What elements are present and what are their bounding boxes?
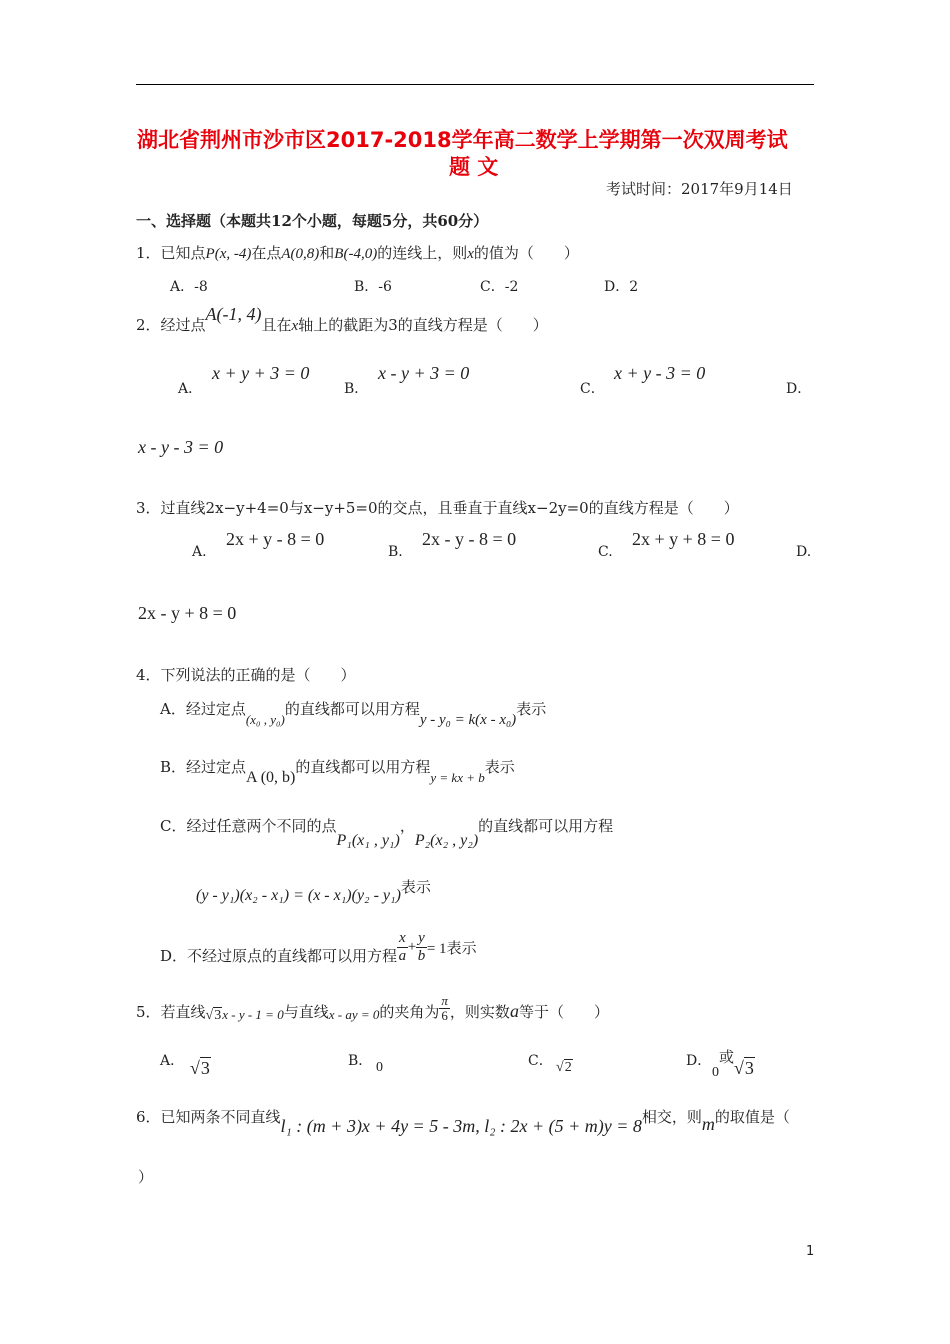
q3-equation-d: 2x - y + 8 = 0 xyxy=(138,603,237,623)
q5-line-1: x - y - 1 = 0 xyxy=(222,1006,284,1022)
q2-label-a: A． xyxy=(178,381,203,397)
q4b-text-1: B．经过定点 xyxy=(160,758,247,776)
q4-option-c xyxy=(160,815,614,849)
q5-option-b: 0 xyxy=(376,1060,383,1075)
q3-label-b: B. xyxy=(388,544,403,560)
q5-option-a: √3 xyxy=(190,1058,210,1078)
q2-equation-a: x + y + 3 = 0 xyxy=(212,363,310,383)
q4d-text-2: 表示 xyxy=(446,939,477,957)
section-heading: 一、选择题（本题共12个小题，每题5分，共60分） xyxy=(136,212,489,230)
q4-option-d xyxy=(160,930,477,964)
q1-option-c: C．-2 xyxy=(480,279,519,295)
q2-equation-b: x - y + 3 = 0 xyxy=(378,363,470,383)
q6-text-close: ） xyxy=(138,1168,154,1186)
q4d-fraction-x-a xyxy=(397,930,408,964)
page-title-line2: 题 文 xyxy=(449,155,499,179)
q6-text-2: 相交，则 xyxy=(641,1108,702,1126)
q1-text-3: 和 xyxy=(319,244,335,262)
q1-text-4: 的连线上，则 xyxy=(377,244,468,262)
q1-point-b: B(-4,0) xyxy=(334,246,378,262)
q5-option-a-value: 3 xyxy=(200,1058,210,1078)
q4-option-c-equation-line xyxy=(196,876,431,904)
question-3: 3．过直线2x−y+4=0与x−y+5=0的交点，且垂直于直线x−2y=0的直线方程是（ ） xyxy=(136,499,739,517)
q1-text-2: 在点 xyxy=(251,244,282,262)
q2-label-c: C． xyxy=(580,381,605,397)
q5-fraction-pi-6 xyxy=(439,994,450,1024)
q5-label-c: C． xyxy=(528,1053,553,1069)
q4c-text-4: 表示 xyxy=(400,878,431,896)
q4d-frac2-den: b xyxy=(417,947,426,964)
q5-option-d-or: 或 xyxy=(719,1048,735,1066)
q5-label-d: D． xyxy=(686,1053,712,1069)
q5-text-4: ，则实数 xyxy=(449,1002,510,1021)
q5-sqrt-3: √3 xyxy=(205,1007,222,1023)
q5-option-d-sqrt: √3 xyxy=(734,1058,754,1078)
q5-option-d xyxy=(712,1046,755,1080)
q2-label-b: B． xyxy=(344,381,369,397)
q6-line-equations: l₁ : (m + 3)x + 4y = 5 - 3m, l₂ : 2x + (5 + m)y = 8 xyxy=(280,1116,642,1136)
q1-point-a: A(0,8) xyxy=(281,246,320,262)
q4d-frac2-num: y xyxy=(418,930,425,946)
q3-equation-a: 2x + y - 8 = 0 xyxy=(226,529,325,549)
q4-option-b xyxy=(160,756,515,786)
q5-var-a: a xyxy=(509,1000,519,1021)
q5-line-2: x - ay = 0 xyxy=(328,1006,380,1022)
q5-option-c: √2 xyxy=(556,1060,572,1075)
q5-text-1: 5．若直线 xyxy=(136,1002,206,1021)
q1-text-5: 的值为（ ） xyxy=(473,244,579,262)
q4a-equation: y - y₀ = k(x - x₀) xyxy=(419,712,517,728)
q5-option-d-value: 3 xyxy=(744,1058,754,1078)
header-rule xyxy=(136,84,814,85)
q4a-text-3: 表示 xyxy=(516,700,547,718)
q4a-point: (x₀ , y₀) xyxy=(245,712,285,727)
question-2 xyxy=(136,304,548,335)
page-title-line1: 湖北省荆州市沙市区2017-2018学年高二数学上学期第一次双周考试 xyxy=(137,128,788,152)
q4d-frac1-num: x xyxy=(399,930,406,946)
q4d-equals-one: = 1 xyxy=(426,941,447,957)
q3-label-a: A. xyxy=(192,544,207,560)
q5-option-c-value: 2 xyxy=(564,1060,572,1075)
q5-label-a: A． xyxy=(160,1053,185,1069)
q4b-text-2: 的直线都可以用方程 xyxy=(295,758,431,776)
q3-equation-c: 2x + y + 8 = 0 xyxy=(632,529,735,549)
q4c-point-1: P₁(x₁ , y₁) xyxy=(336,832,400,849)
q2-label-d: D． xyxy=(786,381,812,397)
page-number: 1 xyxy=(806,1244,815,1259)
q5-label-b: B． xyxy=(348,1053,373,1069)
question-4: 4．下列说法的正确的是（ ） xyxy=(136,666,356,684)
q4b-point: A (0, b) xyxy=(246,769,296,786)
q2-text-3: 轴上的截距为3的直线方程是（ ） xyxy=(298,316,548,334)
q5-text-3: 的夹角为 xyxy=(379,1002,440,1021)
q2-equation-d: x - y - 3 = 0 xyxy=(138,437,224,457)
q2-text-1: 2．经过点 xyxy=(136,316,206,334)
q4d-frac1-den: a xyxy=(398,947,407,964)
q4b-text-3: 表示 xyxy=(484,758,515,776)
q5-frac-num: π xyxy=(441,993,448,1008)
q5-text-5: 等于（ ） xyxy=(518,1002,609,1021)
question-1 xyxy=(136,242,579,263)
q1-option-d: D．2 xyxy=(604,279,639,295)
q5-sqrt-radicand: 3 xyxy=(214,1007,222,1023)
q4c-text-2: ， xyxy=(399,817,415,835)
q2-point-a: A(-1, 4) xyxy=(205,304,262,324)
q5-option-d-zero: 0 xyxy=(712,1065,719,1080)
q5-text-2: 与直线 xyxy=(283,1002,329,1021)
q4c-equation: (y - y₁)(x₂ - x₁) = (x - x₁)(y₂ - y₁) xyxy=(196,887,401,904)
q4c-text-3: 的直线都可以用方程 xyxy=(478,817,614,835)
q6-text-1: 6．已知两条不同直线 xyxy=(136,1108,281,1126)
q4-option-a xyxy=(160,698,547,728)
q4a-text-2: 的直线都可以用方程 xyxy=(284,700,420,718)
q1-point-p: P(x, -4) xyxy=(205,246,252,262)
q4a-text-1: A．经过定点 xyxy=(160,700,246,718)
q6-var-m: m xyxy=(701,1114,715,1134)
q2-equation-c: x + y - 3 = 0 xyxy=(614,363,706,383)
q1-var-x: x xyxy=(467,246,474,262)
exam-date: 考试时间：2017年9月14日 xyxy=(606,180,793,198)
q1-option-b: B．-6 xyxy=(354,279,392,295)
q4d-plus: + xyxy=(407,939,417,955)
q3-equation-b: 2x - y - 8 = 0 xyxy=(422,529,517,549)
q4d-text-1: D．不经过原点的直线都可以用方程 xyxy=(160,947,398,965)
q3-label-c: C. xyxy=(598,544,613,560)
q5-frac-den: 6 xyxy=(441,1008,448,1024)
q3-label-d: D. xyxy=(796,544,812,560)
q2-var-x: x xyxy=(291,318,299,334)
q2-text-2: 且在 xyxy=(261,316,292,334)
q1-text-1: 1．已知点 xyxy=(136,244,206,262)
q4c-point-2: P₂(x₂ , y₂) xyxy=(414,832,479,849)
q6-text-3: 的取值是（ xyxy=(714,1108,790,1126)
question-6 xyxy=(136,1106,790,1136)
q1-option-a: A．-8 xyxy=(170,279,208,295)
question-5 xyxy=(136,994,609,1024)
q4b-equation: y = kx + b xyxy=(430,770,485,785)
q4d-fraction-y-b xyxy=(416,930,427,964)
q4c-text-1: C．经过任意两个不同的点 xyxy=(160,817,337,835)
